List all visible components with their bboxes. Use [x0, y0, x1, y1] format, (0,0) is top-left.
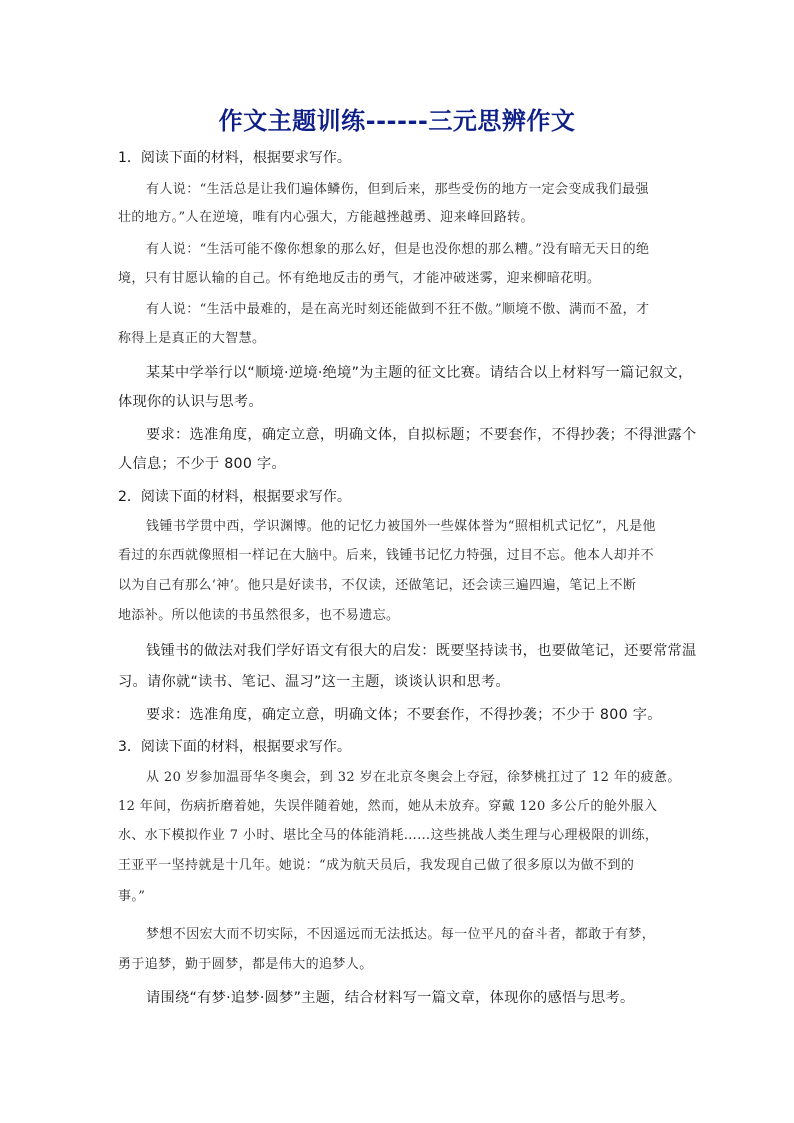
requirement-text: 要求：选准角度，确定立意，明确文体；不要套作，不得抄袭；不少于 800 字。	[146, 707, 662, 723]
material-text: 梦想不因宏大而不切实际，不因遥远而无法抵达。每一位平凡的奋斗者，都敢于有梦，	[146, 927, 656, 942]
prompt-text: 某某中学举行以“顺境·逆境·绝境”为主题的征文比赛。请结合以上材料写一篇记叙文，	[146, 365, 693, 381]
material-text: 事。”	[118, 889, 146, 904]
requirement-text: 人信息；不少于 800 字。	[118, 456, 286, 472]
question-3-heading: 3．阅读下面的材料，根据要求写作。	[118, 739, 351, 755]
material-text: 王亚平一坚持就是十几年。她说：“成为航天员后，我发现自己做了很多原以为做不到的	[118, 858, 635, 873]
material-text: 称得上是真正的大智慧。	[118, 331, 266, 346]
question-2-heading: 2．阅读下面的材料，根据要求写作。	[118, 489, 351, 505]
material-text: 有人说：“生活中最难的，是在高光时刻还能做到不狂不傲。”顺境不傲、满而不盈，才	[146, 302, 650, 317]
material-text: 地添补。所以他读的书虽然很多，也不易遗忘。	[118, 608, 400, 623]
prompt-text: 钱锺书的做法对我们学好语文有很大的启发：既要坚持读书，也要做笔记，还要常常温	[146, 643, 697, 659]
question-1-heading: 1．阅读下面的材料，根据要求写作。	[118, 150, 351, 166]
prompt-text: 习。请你就“读书、笔记、温习”这一主题，谈谈认识和思考。	[118, 674, 510, 690]
requirement-text: 要求：选准角度，确定立意，明确文体，自拟标题；不要套作，不得抄袭；不得泄露个	[146, 427, 697, 443]
material-text: 壮的地方。”人在逆境，唯有内心强大，方能越挫越勇、迎来峰回路转。	[118, 210, 534, 225]
material-text: 看过的东西就像照相一样记在大脑中。后来，钱锺书记忆力特强，过目不忘。他本人却并不	[118, 548, 655, 563]
material-text: 有人说：“生活可能不像你想象的那么好，但是也没你想的那么糟。”没有暗无天日的绝	[146, 242, 650, 257]
material-text: 从 20 岁参加温哥华冬奥会，到 32 岁在北京冬奥会上夺冠，徐梦桃扛过了 12 年的疲惫。	[146, 770, 681, 785]
page-title: 作文主题训练------三元思辨作文	[218, 107, 576, 135]
prompt-text: 请围绕“有梦·追梦·圆梦”主题，结合材料写一篇文章，体现你的感悟与思考。	[146, 990, 635, 1006]
material-text: 钱锺书学贯中西，学识渊博。他的记忆力被国外一些媒体誉为“照相机式记忆”，凡是他	[146, 519, 656, 534]
material-text: 12 年间，伤病折磨着她，失误伴随着她，然而，她从未放弃。穿戴 120 多公斤的舱外服入	[118, 799, 658, 814]
material-text: 水、水下模拟作业 7 小时、堪比全马的体能消耗……这些挑战人类生理与心理极限的训练，	[118, 828, 659, 843]
material-text: 以为自己有那么‘神’。他只是好读书，不仅读，还做笔记，还会读三遍四遍，笔记上不断	[118, 578, 637, 593]
material-text: 有人说：“生活总是让我们遍体鳞伤，但到后来，那些受伤的地方一定会变成我们最强	[146, 182, 649, 197]
material-text: 勇于追梦，勤于圆梦，都是伟大的追梦人。	[118, 957, 373, 972]
material-text: 境，只有甘愿认输的自己。怀有绝地反击的勇气，才能冲破迷雾，迎来柳暗花明。	[118, 271, 601, 286]
prompt-text: 体现你的认识与思考。	[118, 394, 263, 410]
